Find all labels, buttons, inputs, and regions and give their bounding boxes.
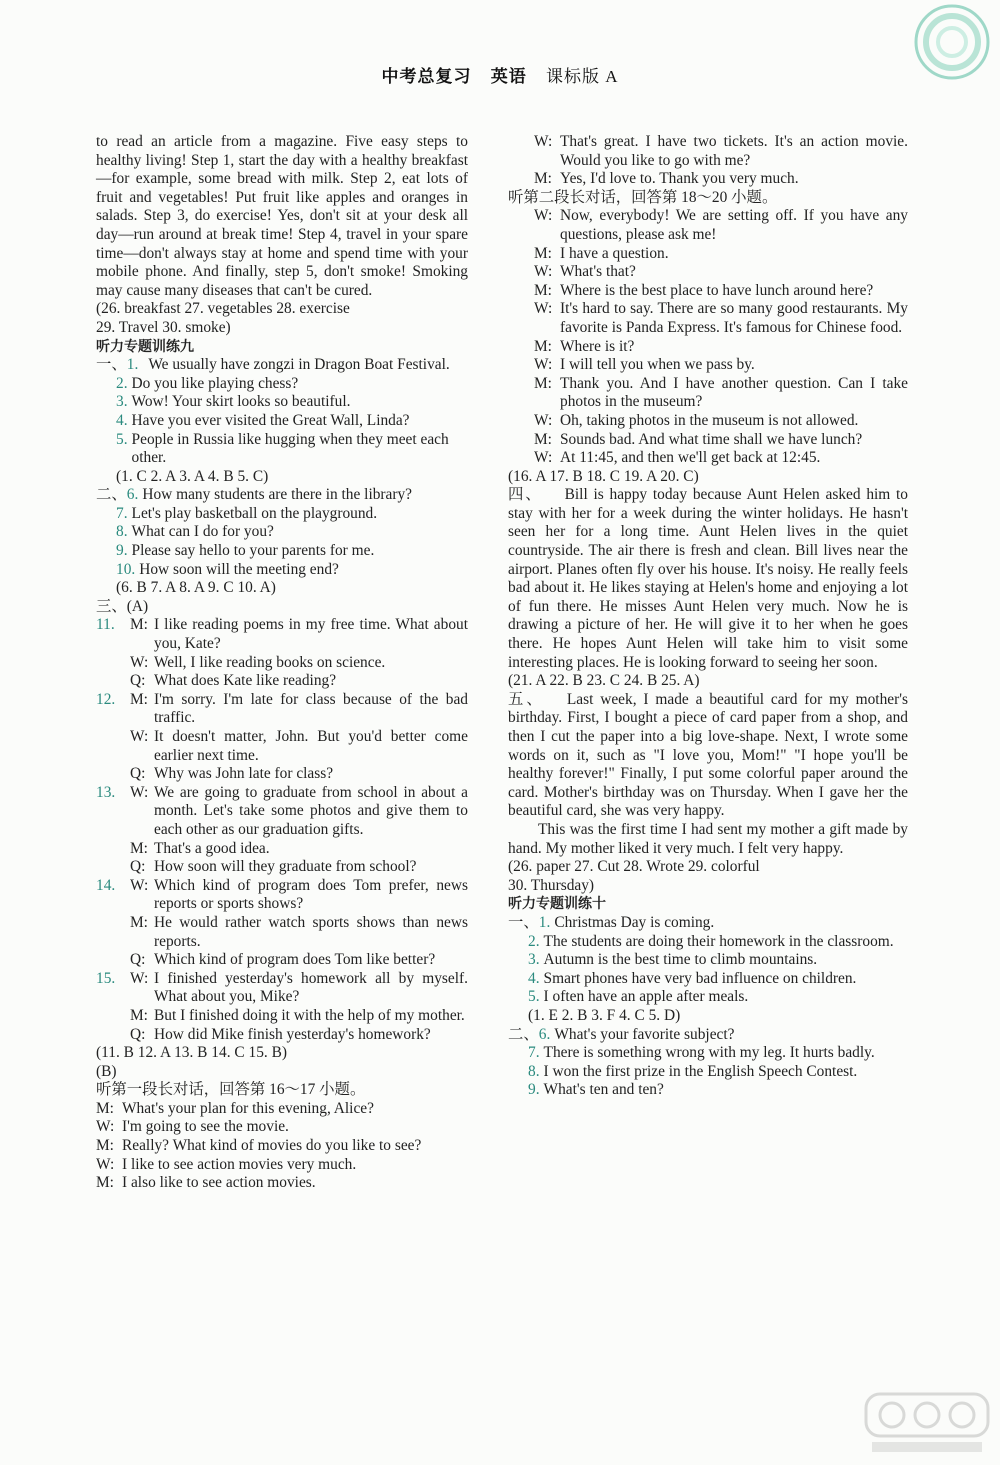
item-number: 7. [528, 1044, 540, 1062]
dialog-text: I finished yesterday's homework all by myself. What about you, Mike? [154, 969, 468, 1006]
list-item [96, 486, 468, 505]
dialog-intro: 听第一段长对话，回答第 16～17 小题。 [96, 1081, 366, 1099]
dialog-text: I also like to see action movies. [122, 1174, 316, 1192]
list-item [96, 375, 468, 394]
dialog-line [96, 970, 468, 1007]
speaker-label: W: [534, 263, 553, 281]
item-number [96, 1007, 130, 1026]
dialog-line [508, 263, 908, 282]
speaker-label: M: [130, 1006, 148, 1024]
part-label: 五、 [508, 690, 545, 708]
item-number: 4. [528, 969, 540, 987]
item-number: 8. [116, 523, 128, 541]
dialog-line [508, 431, 908, 450]
answer-line: (16. A 17. B 18. C 19. A 20. C) [508, 467, 699, 485]
dialog-text: Where is the best place to have lunch around here? [560, 281, 874, 299]
dialog-item [96, 970, 468, 1044]
speaker-label: M: [130, 913, 148, 931]
speaker-label: Q: [130, 858, 146, 876]
speaker-label: M: [534, 281, 552, 299]
dialog-text: Why was John late for class? [154, 765, 334, 783]
dialog-text: It doesn't matter, John. But you'd better come earlier next time. [154, 728, 468, 764]
section-heading-9: 听力专题训练九 [96, 338, 194, 355]
dialog-line [96, 914, 468, 951]
dialog-text: At 11:45, and then we'll get back at 12:45. [560, 449, 821, 467]
speaker-label: W: [130, 969, 149, 987]
item-number: 7. [116, 504, 128, 522]
edition-label: 课标版 A [545, 67, 619, 86]
item-text: Let's play basketball on the playground. [131, 504, 378, 522]
speaker-label: Q: [130, 765, 146, 783]
speaker-label: Q: [130, 1025, 146, 1043]
item-text: Autumn is the best time to climb mountains. [543, 951, 818, 969]
item-number: 8. [528, 1062, 540, 1080]
item-number: 9. [116, 542, 128, 560]
speaker-label: W: [534, 411, 553, 429]
speaker-label: W: [96, 1118, 115, 1136]
item-number: 2. [116, 374, 128, 392]
answer-line: (1. C 2. A 3. A 4. B 5. C) [116, 467, 269, 485]
dialog-item [96, 784, 468, 877]
speaker-label: W: [130, 876, 149, 894]
dialog-block [508, 133, 908, 189]
speaker-label: Q: [130, 951, 146, 969]
dialog-line [508, 133, 908, 170]
dialog-line [508, 245, 908, 264]
item-text: Do you like playing chess? [131, 374, 299, 392]
dialog-line [508, 282, 908, 301]
item-text: Christmas Day is coming. [554, 913, 715, 931]
part-label: 四、 [508, 486, 543, 504]
list-item [508, 1081, 908, 1100]
item-text: What's your favorite subject? [554, 1025, 735, 1043]
dialog-line [508, 375, 908, 412]
book-title: 中考总复习 [381, 67, 472, 86]
speaker-label: M: [130, 616, 148, 634]
part-label: 二、 [508, 1025, 539, 1043]
list-item [96, 505, 468, 524]
dialog-line [508, 300, 908, 337]
dialog-text: I like reading poems in my free time. What about you, Kate? [154, 616, 468, 653]
dialog-text: We are going to graduate from school in about a month. Let's take some photos and give them to each other as our graduation gifts. [154, 783, 468, 838]
item-number: 3. [116, 393, 128, 411]
list-item [508, 914, 908, 933]
item-number [96, 858, 130, 877]
answer-line: 29. Travel 30. smoke) [96, 318, 231, 336]
speaker-label: M: [130, 690, 148, 708]
speaker-label: W: [534, 133, 553, 150]
item-number: 2. [528, 932, 540, 950]
dialog-line [508, 449, 908, 468]
dialog-item [96, 877, 468, 970]
item-text: I won the first prize in the English Speech Contest. [543, 1062, 858, 1080]
dialog-line [508, 412, 908, 431]
dialog-text: Well, I like reading books on science. [154, 653, 386, 671]
dialog-line [96, 858, 468, 877]
item-number: 5. [528, 988, 540, 1006]
dialog-line [508, 356, 908, 375]
answer-line: (26. breakfast 27. vegetables 28. exercise [96, 300, 350, 318]
passage-text: to read an article from a magazine. Five easy steps to healthy living! Step 1, start the day with a healthy breakfast—for example, some bread with milk. Step 2, eat lots of fruit and vegetables! Put fruit like apples and oranges in salads. Step 3, do exercise! Yes, don't sit at your desk all day—run around at break time! Step 4, travel in your spare time—don't always stay at home and spend time with your mobile phone. And finally, step 5, don't smoke! Smoking may cause many diseases that can't be cured. [96, 133, 468, 299]
item-number: 12. [96, 690, 116, 708]
answer-line: (1. E 2. B 3. F 4. C 5. D) [528, 1006, 681, 1024]
item-number: 9. [528, 1081, 540, 1099]
passage-text: This was the first time I had sent my mother a gift made by hand. My mother liked it very much. I felt very happy. [508, 820, 908, 857]
speaker-label: W: [130, 728, 149, 745]
list-item [96, 561, 468, 580]
list-item [508, 1063, 908, 1082]
item-number: 3. [528, 951, 540, 969]
speaker-label: W: [130, 783, 149, 801]
dialog-text: I will tell you when we pass by. [560, 356, 755, 374]
item-number: 13. [96, 783, 116, 801]
list-item [96, 393, 468, 412]
dialog-line [96, 877, 468, 914]
dialog-line [96, 1007, 468, 1026]
dialog-line [508, 207, 908, 244]
speaker-label: M: [96, 1099, 114, 1117]
part-label: 一、 [96, 356, 127, 374]
dialog-text: What does Kate like reading? [154, 672, 337, 690]
item-text: The students are doing their homework in the classroom. [543, 932, 894, 950]
item-text: I often have an apple after meals. [543, 988, 749, 1006]
dialog-text: I have a question. [560, 244, 669, 262]
dialog-item [96, 616, 468, 690]
answer-line: (26. paper 27. Cut 28. Wrote 29. colorful [508, 858, 760, 876]
dialog-item [96, 691, 468, 784]
speaker-label: M: [534, 244, 552, 262]
item-text: Have you ever visited the Great Wall, Linda? [131, 411, 410, 429]
list-item [508, 970, 908, 989]
speaker-label: W: [534, 207, 553, 225]
speaker-label: W: [534, 356, 553, 374]
part-label: 一、 [508, 913, 539, 931]
speaker-label: W: [130, 653, 149, 671]
item-number: 10. [116, 560, 136, 578]
dialog-text: Oh, taking photos in the museum is not allowed. [560, 411, 859, 429]
item-number [96, 672, 130, 691]
dialog-line [96, 691, 468, 728]
item-number: 6. [126, 486, 139, 504]
dialog-line [96, 1137, 468, 1156]
item-number [96, 654, 130, 673]
dialog-line [96, 951, 468, 970]
page-header [0, 62, 1000, 87]
list-item [96, 356, 468, 375]
list-item [96, 431, 468, 468]
item-number: 1. [538, 913, 551, 931]
dialog-text: Yes, I'd love to. Thank you very much. [560, 170, 799, 188]
dialog-block [96, 1100, 468, 1193]
list-item [508, 988, 908, 1007]
speaker-label: W: [534, 449, 553, 467]
speaker-label: M: [534, 337, 552, 355]
item-number [96, 914, 130, 951]
item-text: Wow! Your skirt looks so beautiful. [131, 393, 351, 411]
list-item [508, 933, 908, 952]
answer-line: (21. A 22. B 23. C 24. B 25. A) [508, 672, 700, 690]
dialog-text: I'm going to see the movie. [122, 1118, 289, 1136]
dialog-text: I like to see action movies very much. [122, 1155, 357, 1173]
dialog-text: He would rather watch sports shows than news reports. [154, 913, 468, 950]
dialog-text: Where is it? [560, 337, 635, 355]
item-number: 11. [96, 616, 115, 634]
part-label: 二、 [96, 486, 127, 504]
speaker-label: M: [96, 1137, 114, 1155]
dialog-text: Thank you. And I have another question. Can I take photos in the museum? [560, 374, 908, 411]
item-number: 14. [96, 876, 116, 894]
item-text: There is something wrong with my leg. It hurts badly. [543, 1044, 875, 1062]
dialog-line [96, 672, 468, 691]
speaker-label: M: [96, 1174, 114, 1192]
list-item [508, 1026, 908, 1045]
item-number [96, 951, 130, 970]
dialog-line [96, 840, 468, 859]
dialog-text: But I finished doing it with the help of my mother. [154, 1006, 465, 1024]
answer-line: (6. B 7. A 8. A 9. C 10. A) [116, 579, 276, 597]
passage-text: Bill is happy today because Aunt Helen asked him to stay with her for a week during the winter holidays. He hasn't seen her for a long time. Aunt Helen lives in the quiet countryside. The air there is fresh and clean. Bill lives near the airport. Planes often fly over his house. It's noisy. He really feels bad about it. He likes staying at Helen's home and enjoying a lot of fun there. He misses Aunt Helen very much. Now he is drawing a picture of her. He will give it to her when he goes there. He hopes Aunt Helen will take him to visit some interesting places. He is looking forward to seeing her soon. [508, 486, 908, 671]
passage-block [508, 691, 908, 821]
answer-line: (11. B 12. A 13. B 14. C 15. B) [96, 1044, 287, 1062]
item-text: What's ten and ten? [543, 1081, 664, 1099]
list-item [508, 1044, 908, 1063]
speaker-label: M: [534, 374, 552, 392]
dialog-line [96, 1026, 468, 1045]
speaker-label: M: [130, 839, 148, 857]
dialog-block [508, 207, 908, 467]
dialog-line [96, 1100, 468, 1119]
dialog-text: Which kind of program does Tom like better? [154, 951, 436, 969]
dialog-line [96, 1174, 468, 1193]
part-label: 三、(A) [96, 597, 149, 615]
dialog-text: That's a good idea. [154, 839, 270, 857]
speaker-label: M: [534, 170, 552, 188]
dialog-text: I'm sorry. I'm late for class because of the bad traffic. [154, 690, 468, 727]
dialog-text: Really? What kind of movies do you like to see? [122, 1137, 422, 1155]
item-number: 5. [116, 430, 128, 448]
dialog-list [96, 616, 468, 1044]
item-number: 15. [96, 969, 116, 987]
passage-text: Last week, I made a beautiful card for my mother's birthday. First, I bought a piece of card paper from a shop, and then I cut the paper into a big love-shape. Next, I wrote some words on it, such as "I love you, Mom!" "I hope you'll be healthy forever!" Finally, I put some colorful paper around the card. Mother's birthday was on Thursday. When I gave her the beautiful card, she was very happy. [508, 690, 908, 820]
dialog-text: What's that? [560, 263, 636, 281]
item-text: We usually have zongzi in Dragon Boat Festival. [148, 356, 450, 374]
right-column [508, 133, 908, 1100]
answer-line: 30. Thursday) [508, 876, 595, 894]
item-text: How many students are there in the library? [142, 486, 413, 504]
subject-label: 英语 [490, 67, 527, 86]
dialog-text: Sounds bad. And what time shall we have lunch? [560, 430, 863, 448]
list-item [508, 951, 908, 970]
dialog-line [508, 338, 908, 357]
dialog-line [96, 1156, 468, 1175]
list-item [96, 412, 468, 431]
passage-block [508, 486, 908, 672]
item-text: What can I do for you? [131, 523, 274, 541]
dialog-line [96, 784, 468, 840]
item-number [96, 1026, 130, 1045]
dialog-intro: 听第二段长对话，回答第 18～20 小题。 [508, 188, 778, 206]
item-number [96, 728, 130, 765]
speaker-label: M: [534, 430, 552, 448]
item-number [96, 840, 130, 859]
item-number: 1. [126, 356, 139, 374]
dialog-line [96, 728, 468, 765]
speaker-label: Q: [130, 672, 146, 690]
speaker-label: W: [96, 1155, 115, 1173]
section-heading-10: 听力专题训练十 [508, 896, 606, 913]
dialog-text: Now, everybody! We are setting off. If you have any questions, please ask me! [560, 207, 908, 243]
site-watermark-icon [862, 1388, 992, 1458]
dialog-text: How did Mike finish yesterday's homework? [154, 1025, 431, 1043]
item-text: People in Russia like hugging when they meet each other. [131, 430, 449, 467]
dialog-text: Which kind of program does Tom prefer, news reports or sports shows? [154, 876, 468, 913]
item-text: Smart phones have very bad influence on children. [543, 969, 857, 987]
dialog-text: It's hard to say. There are so many good restaurants. My favorite is Panda Express. It's famous for Chinese food. [560, 300, 908, 336]
dialog-line [96, 765, 468, 784]
dialog-line [508, 170, 908, 189]
speaker-label: W: [534, 300, 553, 318]
dialog-text: That's great. I have two tickets. It's an action movie. Would you like to go with me? [560, 133, 908, 169]
dialog-line [96, 1118, 468, 1137]
item-number [96, 765, 130, 784]
item-text: Please say hello to your parents for me. [131, 542, 375, 560]
item-number: 4. [116, 411, 128, 429]
list-item [96, 542, 468, 561]
item-text: How soon will the meeting end? [139, 560, 339, 578]
dialog-line [96, 616, 468, 653]
dialog-text: How soon will they graduate from school? [154, 858, 417, 876]
dialog-line [96, 654, 468, 673]
dialog-text: What's your plan for this evening, Alice? [122, 1099, 374, 1117]
left-column [96, 133, 468, 1193]
part-label: (B) [96, 1062, 117, 1080]
item-number: 6. [538, 1025, 551, 1043]
list-item [96, 523, 468, 542]
